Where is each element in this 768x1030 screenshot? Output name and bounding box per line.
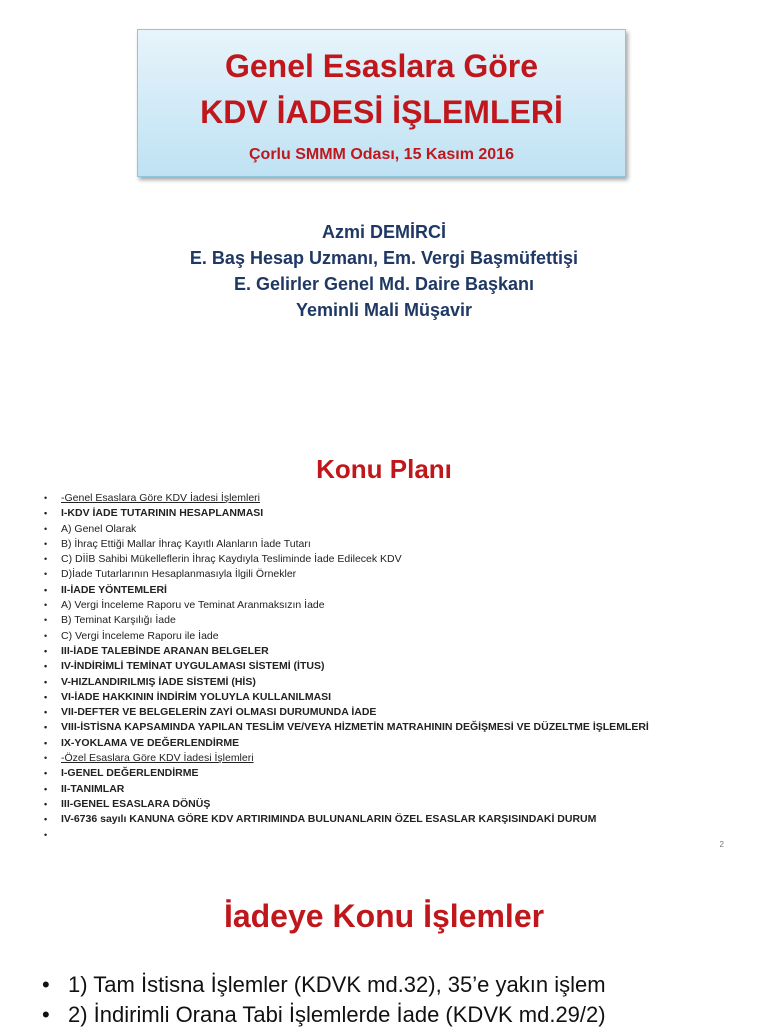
title-slide	[0, 0, 768, 440]
bullet-icon: •	[44, 508, 48, 519]
outline-item-text: IV-6736 sayılı KANUNA GÖRE KDV ARTIRIMINDA BULUNANLARIN ÖZEL ESASLAR KARŞISINDAKİ DURUM	[61, 813, 597, 826]
outline-item-text: A) Vergi İnceleme Raporu ve Teminat Aranmaksızın İade	[61, 599, 325, 612]
outline-item	[44, 491, 649, 506]
outline-item	[44, 720, 649, 735]
title-line-2: KDV İADESİ İŞLEMLERİ	[200, 94, 563, 130]
bullet-icon: •	[44, 493, 48, 503]
outline-item	[44, 629, 649, 644]
outline-item	[44, 537, 649, 552]
bullet-icon: •	[44, 600, 48, 611]
bullet-icon: •	[44, 798, 48, 809]
outline-item-text: A) Genel Olarak	[61, 522, 137, 535]
bullet-icon: •	[44, 768, 48, 779]
outline-item-text: VII-DEFTER VE BELGELERİN ZAYİ OLMASI DURUMUNDA İADE	[61, 706, 377, 719]
outline-item-text: I-KDV İADE TUTARININ HESAPLANMASI	[61, 507, 264, 520]
bullet-icon: •	[44, 661, 48, 672]
author-title-3: Yeminli Mali Müşavir	[295, 300, 473, 320]
outline-item-text: VI-İADE HAKKININ İNDİRİM YOLUYLA KULLANILMASI	[61, 690, 332, 703]
outline-item-text: III-İADE TALEBİNDE ARANAN BELGELER	[61, 644, 269, 657]
bullet-icon: •	[44, 630, 48, 641]
outline-item-text: I-GENEL DEĞERLENDİRME	[61, 767, 199, 780]
bullet-icon: •	[44, 645, 48, 656]
bullet-icon: •	[44, 676, 48, 687]
bullet-icon: •	[42, 972, 50, 997]
outline-item	[44, 766, 649, 781]
outline-item	[44, 751, 649, 766]
outline-item	[44, 598, 649, 613]
topics-list	[42, 970, 606, 1030]
topic-item-text: 1) Tam İstisna İşlemler (KDVK md.32), 35’e yakın işlem	[68, 972, 606, 997]
outline-item	[44, 567, 649, 582]
outline-title: Konu Planı	[316, 454, 452, 484]
outline-item	[44, 659, 649, 674]
outline-slide	[0, 440, 768, 860]
outline-item	[44, 583, 649, 598]
outline-item	[44, 675, 649, 690]
outline-item	[44, 736, 649, 751]
outline-item-text: II-TANIMLAR	[61, 782, 125, 795]
outline-item	[44, 782, 649, 797]
bullet-icon: •	[44, 569, 48, 580]
topic-item-text: 2) İndirimli Orana Tabi İşlemlerde İade (KDVK md.29/2)	[68, 1002, 606, 1027]
topic-item	[42, 1000, 606, 1030]
outline-item	[44, 522, 649, 537]
author-block	[0, 219, 768, 323]
bullet-icon: •	[44, 707, 48, 718]
outline-item-text: II-İADE YÖNTEMLERİ	[61, 583, 167, 596]
author-name: Azmi DEMİRCİ	[321, 222, 446, 242]
outline-item	[44, 613, 649, 628]
topics-title: İadeye Konu İşlemler	[223, 898, 545, 934]
outline-item	[44, 690, 649, 705]
outline-item-text: -Özel Esaslara Göre KDV İadesi İşlemleri	[61, 752, 254, 765]
bullet-icon: •	[44, 737, 48, 748]
outline-item-text: -Genel Esaslara Göre KDV İadesi İşlemleri	[61, 492, 260, 504]
outline-item-text: B) İhraç Ettiği Mallar İhraç Kayıtlı Alanların İade Tutarı	[61, 537, 311, 550]
title-line-1: Genel Esaslara Göre	[224, 48, 539, 84]
bullet-icon: •	[44, 829, 48, 840]
outline-item	[44, 705, 649, 720]
title-subtitle: Çorlu SMMM Odası, 15 Kasım 2016	[249, 146, 514, 163]
bullet-icon: •	[44, 691, 48, 702]
page-number: 2	[719, 840, 724, 849]
outline-item	[44, 644, 649, 659]
outline-item	[44, 797, 649, 812]
bullet-icon: •	[44, 538, 48, 549]
outline-item	[44, 828, 649, 843]
outline-item	[44, 812, 649, 827]
bullet-icon: •	[44, 722, 48, 733]
bullet-icon: •	[44, 554, 48, 565]
outline-item-text: C) Vergi İnceleme Raporu ile İade	[61, 629, 219, 642]
topic-item	[42, 970, 606, 1000]
bullet-icon: •	[44, 584, 48, 595]
outline-item-text: IX-YOKLAMA VE DEĞERLENDİRME	[61, 736, 240, 749]
bullet-icon: •	[44, 814, 48, 825]
outline-item-text: C) DİİB Sahibi Mükelleflerin İhraç Kaydıyla Tesliminde İade Edilecek KDV	[61, 553, 402, 566]
bullet-icon: •	[44, 523, 48, 534]
author-title-1: E. Baş Hesap Uzmanı, Em. Vergi Başmüfettişi	[189, 248, 579, 268]
outline-item-text: B) Teminat Karşılığı İade	[61, 614, 176, 627]
bullet-icon: •	[42, 1002, 50, 1027]
outline-item-text: III-GENEL ESASLARA DÖNÜŞ	[61, 797, 211, 810]
bullet-icon: •	[44, 753, 48, 764]
outline-list	[44, 491, 649, 843]
outline-item-text: V-HIZLANDIRILMIŞ İADE SİSTEMİ (HİS)	[61, 675, 256, 688]
outline-item-text: D)İade Tutarlarının Hesaplanmasıyla İlgili Örnekler	[61, 568, 297, 581]
outline-item-text: VIII-İSTİSNA KAPSAMINDA YAPILAN TESLİM VE/VEYA HİZMETİN MATRAHININ DEĞİŞMESİ VE DÜZELTME İŞLEMLERİ	[61, 721, 649, 734]
bullet-icon: •	[44, 783, 48, 794]
outline-item	[44, 506, 649, 521]
outline-item-text: IV-İNDİRİMLİ TEMİNAT UYGULAMASI SİSTEMİ (İTUS)	[61, 660, 325, 673]
topics-slide	[0, 870, 768, 1027]
outline-item	[44, 552, 649, 567]
title-box	[137, 29, 626, 177]
author-title-2: E. Gelirler Genel Md. Daire Başkanı	[233, 274, 535, 294]
bullet-icon: •	[44, 615, 48, 626]
